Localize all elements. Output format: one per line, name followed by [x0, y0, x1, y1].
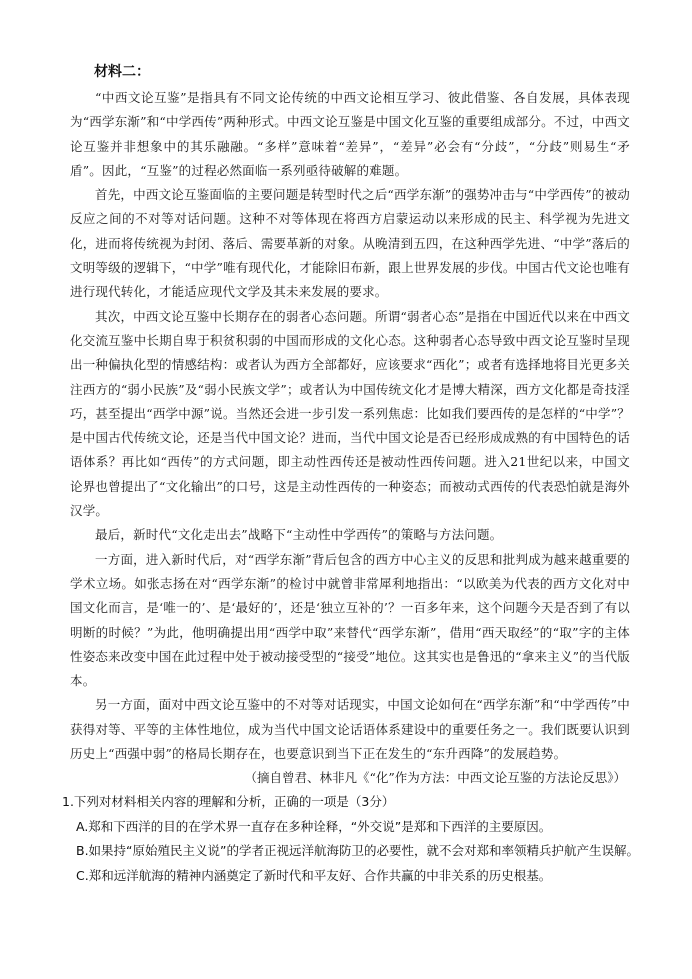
material-section: [70, 60, 630, 790]
question-section: [62, 790, 642, 888]
question-stem: 1.下列对材料相关内容的理解和分析，正确的一项是（3分）: [62, 794, 395, 809]
material-paragraph-2: 首先，中西文论互鉴面临的主要问题是转型时代之后“西学东渐”的强势冲击与“中学西传”的被动反应之间的不对等对话问题。这种不对等体现在将西方启蒙运动以来形成的民主、科学视为先进文化，进而将传统视为封闭、落后、需要革新的对象。从晚清到五四，在这种西学先进、“中学”落后的文明等级的逻辑下，“中学”唯有现代化，才能除旧布新，跟上世界发展的步伐。中国古代文论也唯有进行现代转化，才能适应现代文学及其未来发展的要求。: [70, 187, 630, 300]
material-paragraph-4: 最后，新时代“文化走出去”战略下“主动性中学西传”的策略与方法问题。: [95, 527, 503, 543]
material-paragraph-3: 其次，中西文论互鉴中长期存在的弱者心态问题。所谓“弱者心态”是指在中国近代以来在中西文化交流互鉴中长期自卑于积贫积弱的中国而形成的文化心态。这种弱者心态导致中西文论互鉴时呈现出一种偏执化型的情感结构：或者认为西方全部都好，应该要求“西化”；或者有选择地将目光更多关注西方的“弱小民族”及“弱小民族文学”；或者认为中国传统文化才是博大精深，西方文化都是奇技淫巧，甚至提出“西学中源”说。当然还会进一步引发一系列焦虑：比如我们要西传的是怎样的“中学”？是中国古代传统文论，还是当代中国文论？进而，当代中国文论是否已经形成成熟的有中国特色的话语体系？再比如“西传”的方式问题，即主动性西传还是被动性西传问题。进入21世纪以来，中国文论界也曾提出了“文化输出”的口号，这是主动性西传的一种姿态；而被动式西传的代表恐怕就是海外汉学。: [70, 308, 630, 519]
question-option-b: B.如果持“原始殖民主义说”的学者正视远洋航海防卫的必要性，就不会对郑和率领精兵护航产生误解。: [76, 843, 640, 858]
material-heading: 材料二：: [94, 64, 150, 80]
question-option-a: A.郑和下西洋的目的在学术界一直存在多种诠释，“外交说”是郑和下西洋的主要原因。: [76, 818, 552, 834]
material-source-citation: （摘自曾君、林非凡《“化”作为方法：中西文论互鉴的方法论反思》）: [244, 770, 626, 786]
material-paragraph-5: 一方面，进入新时代后，对“西学东渐”背后包含的西方中心主义的反思和批判成为越来越重要的学术立场。如张志扬在对“西学东渐”的检讨中就曾非常犀利地指出：“以欧美为代表的西方文化对中国文化而言，是‘唯一的’、是‘最好的’，还是‘独立互补的’？一百多年来，这个问题今天是否到了有以明断的时候？”为此，他明确提出用“西学中取”来替代“西学东渐”，借用“西天取经”的“取”字的主体性姿态来改变中国在此过程中处于被动接受型的“接受”地位。这其实也是鲁迅的“拿来主义”的当代版本。: [70, 551, 630, 689]
question-option-c: C.郑和远洋航海的精神内涵奠定了新时代和平友好、合作共赢的中非关系的历史根基。: [76, 867, 552, 883]
material-paragraph-1: “中西文论互鉴”是指具有不同文论传统的中西文论相互学习、彼此借鉴、各自发展，具体表现为“西学东渐”和“中学西传”两种形式。中西文论互鉴是中国文化互鉴的重要组成部分。不过，中西文论互鉴并非想象中的其乐融融。“多样”意味着“差异”，“差异”必会有“分歧”，“分歧”则易生“矛盾”。因此，“互鉴”的过程必然面临一系列亟待破解的难题。: [70, 90, 630, 178]
material-paragraph-6: 另一方面，面对中西文论互鉴中的不对等对话现实，中国文论如何在“西学东渐”和“中学西传”中获得对等、平等的主体性地位，成为当代中国文论话语体系建设中的重要任务之一。我们既要认识到历史上“西强中弱”的格局长期存在，也要意识到当下正在发生的“东升西降”的发展趋势。: [70, 697, 630, 762]
